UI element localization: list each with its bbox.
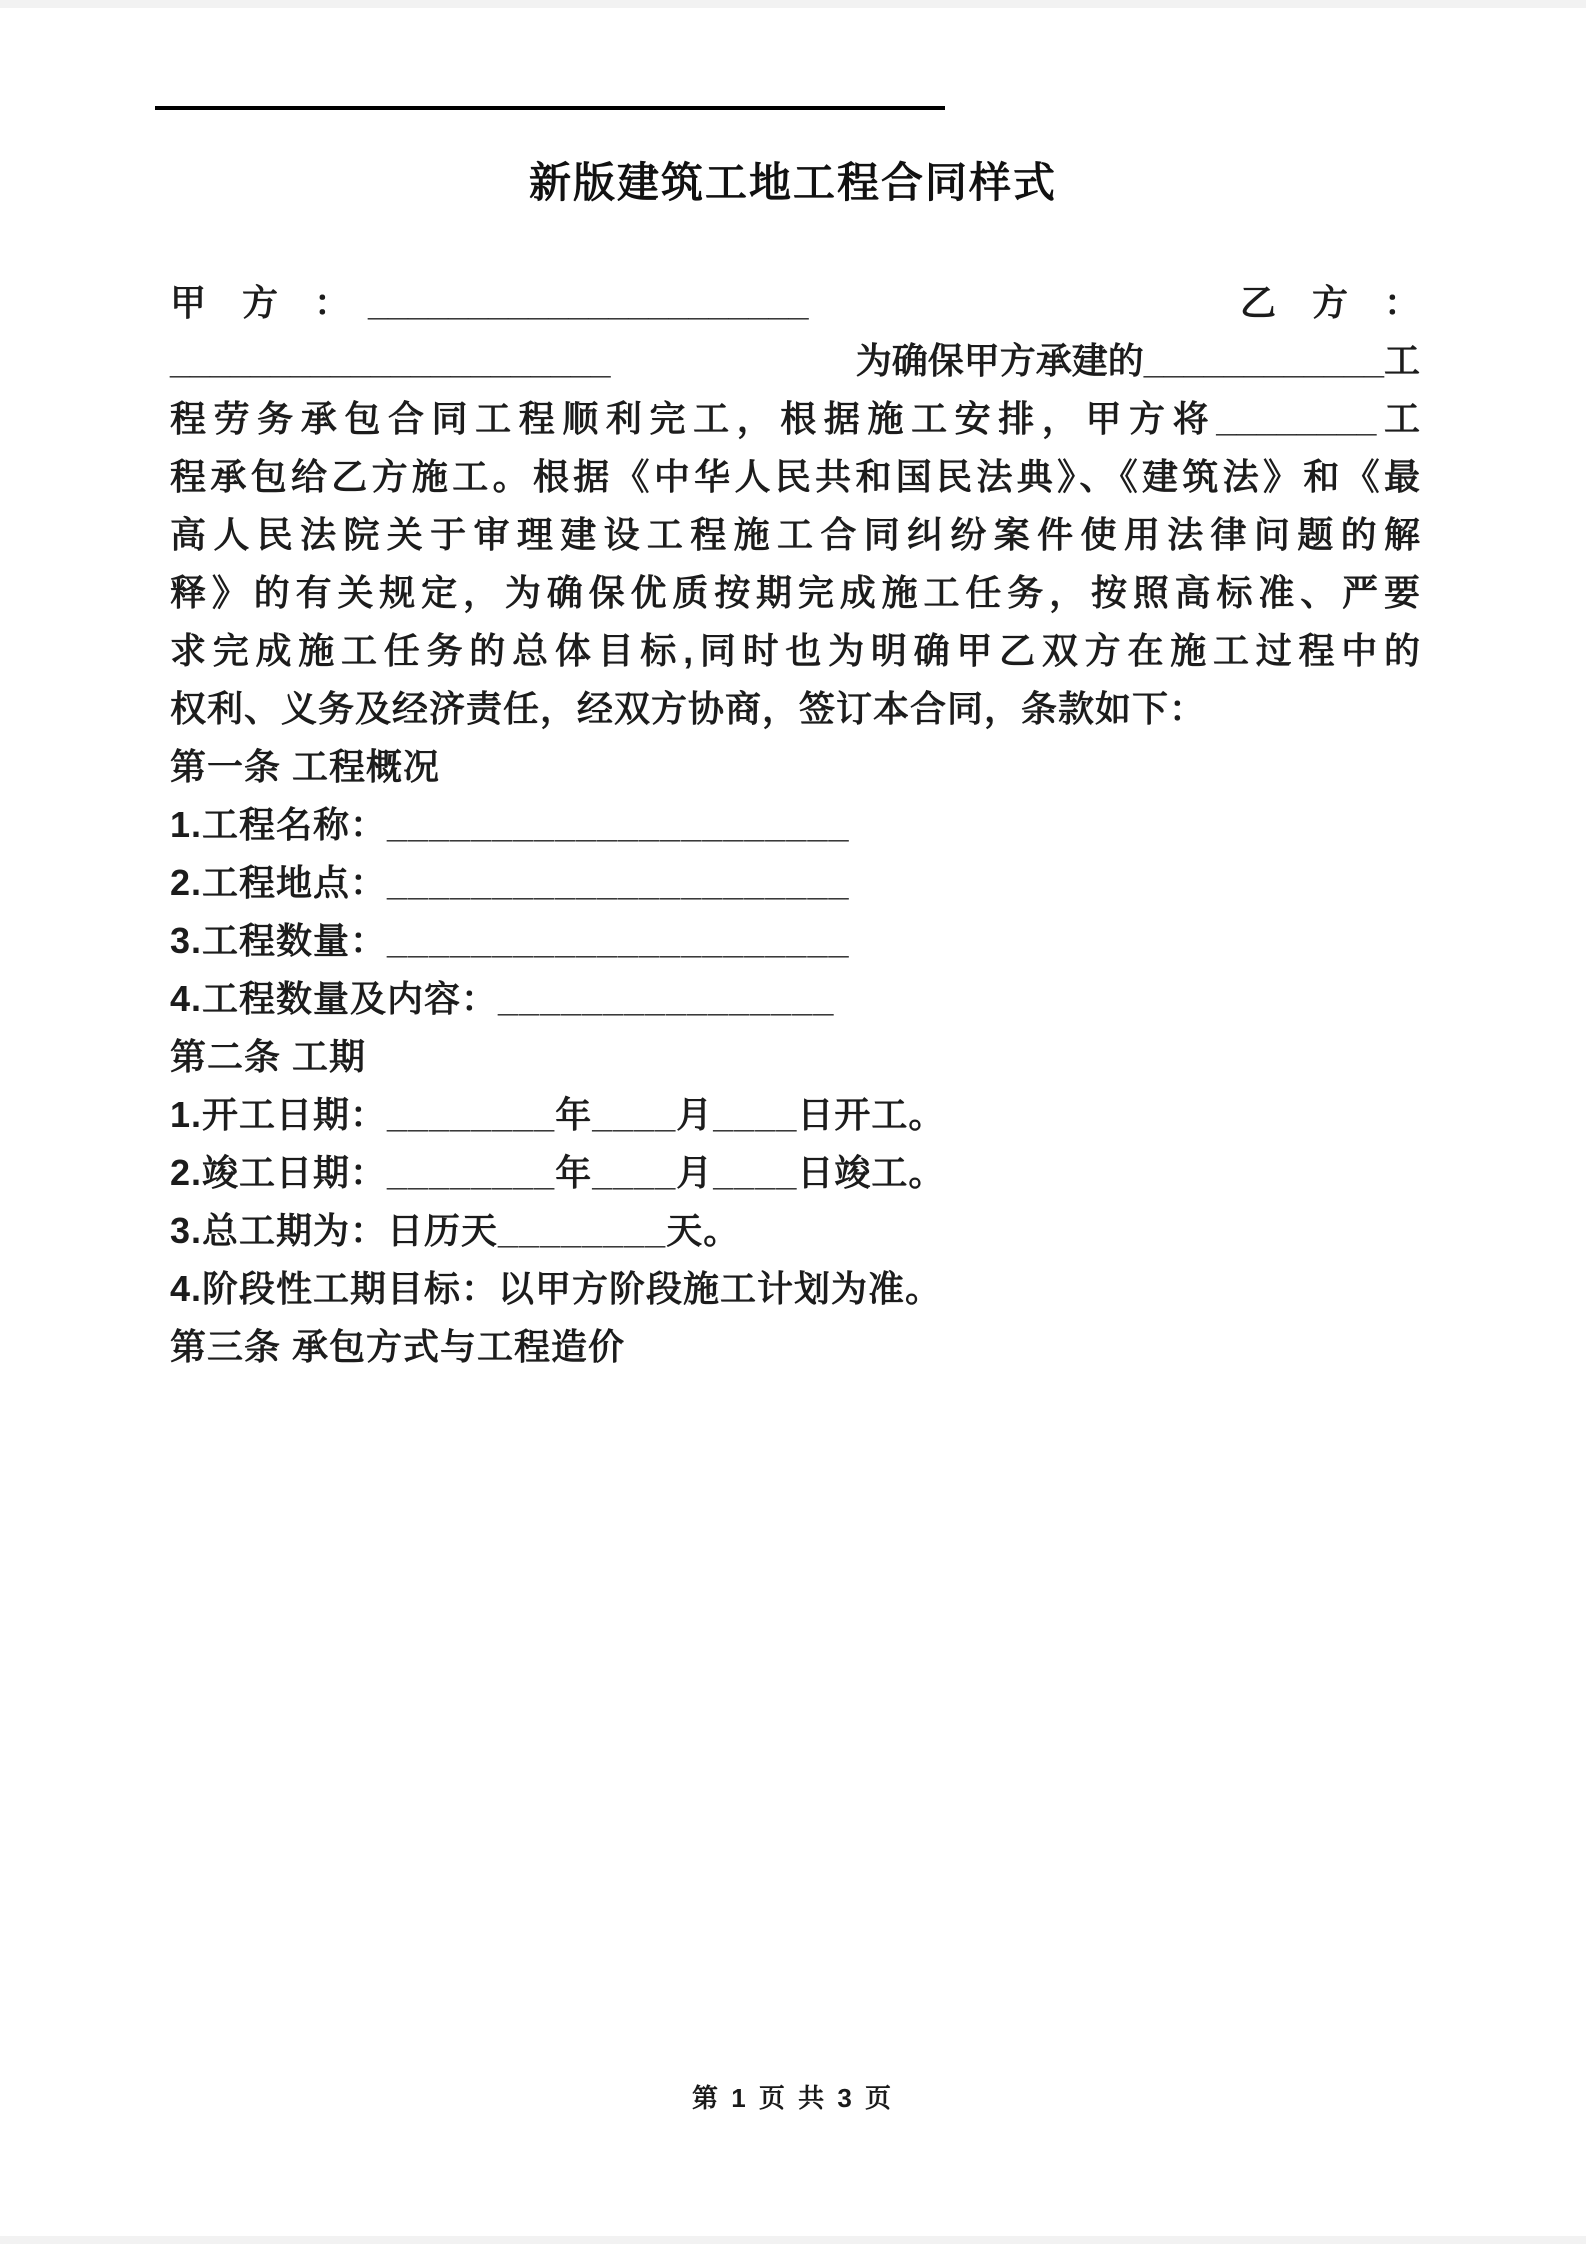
document-title: 新版建筑工地工程合同样式 xyxy=(528,159,1057,206)
contract-body xyxy=(170,274,1420,1376)
line-segment: 乙 方 ： xyxy=(1239,282,1420,323)
article-heading: 第一条 工程概况 xyxy=(170,746,441,787)
contract-line: 1.开工日期：________年____月____日开工。 xyxy=(170,1094,946,1135)
contract-line: 1.工程名称：______________________ xyxy=(170,804,850,845)
article-heading: 第二条 工期 xyxy=(170,1036,367,1077)
contract-line: 程承包给乙方施工。根据《中华人民共和国民法典》、《建筑法》和《最 xyxy=(170,456,1420,497)
contract-line: 3.总工期为：日历天________天。 xyxy=(170,1210,741,1251)
contract-line: 4.工程数量及内容：________________ xyxy=(170,978,835,1019)
contract-line: 3.工程数量：______________________ xyxy=(170,920,850,961)
header-rule xyxy=(155,106,945,110)
contract-line: 求完成施工任务的总体目标,同时也为明确甲乙双方在施工过程中的 xyxy=(170,630,1420,671)
contract-line: 释》的有关规定，为确保优质按期完成施工任务，按照高标准、严要 xyxy=(170,572,1420,613)
line-segment: 为确保甲方承建的____________工 xyxy=(855,340,1420,381)
contract-line: 权利、义务及经济责任，经双方协商，签订本合同，条款如下： xyxy=(170,688,1207,729)
contract-line: 高人民法院关于审理建设工程施工合同纠纷案件使用法律问题的解 xyxy=(170,514,1420,555)
contract-line: 4.阶段性工期目标：以甲方阶段施工计划为准。 xyxy=(170,1268,943,1309)
line-segment: 甲 方 ： ______________________ xyxy=(170,282,809,323)
contract-line xyxy=(170,274,1420,332)
contract-line xyxy=(170,332,1420,390)
page-edge-top xyxy=(0,0,1586,8)
page-footer: 第 1 页 共 3 页 xyxy=(691,2083,895,2113)
contract-line: 程劳务承包合同工程顺利完工，根据施工安排，甲方将________工 xyxy=(170,398,1420,439)
contract-line: 2.竣工日期：________年____月____日竣工。 xyxy=(170,1152,946,1193)
article-heading: 第三条 承包方式与工程造价 xyxy=(170,1326,626,1367)
page-edge-bottom xyxy=(0,2236,1586,2244)
blank-field: ______________________ xyxy=(170,340,611,381)
contract-line: 2.工程地点：______________________ xyxy=(170,862,850,903)
